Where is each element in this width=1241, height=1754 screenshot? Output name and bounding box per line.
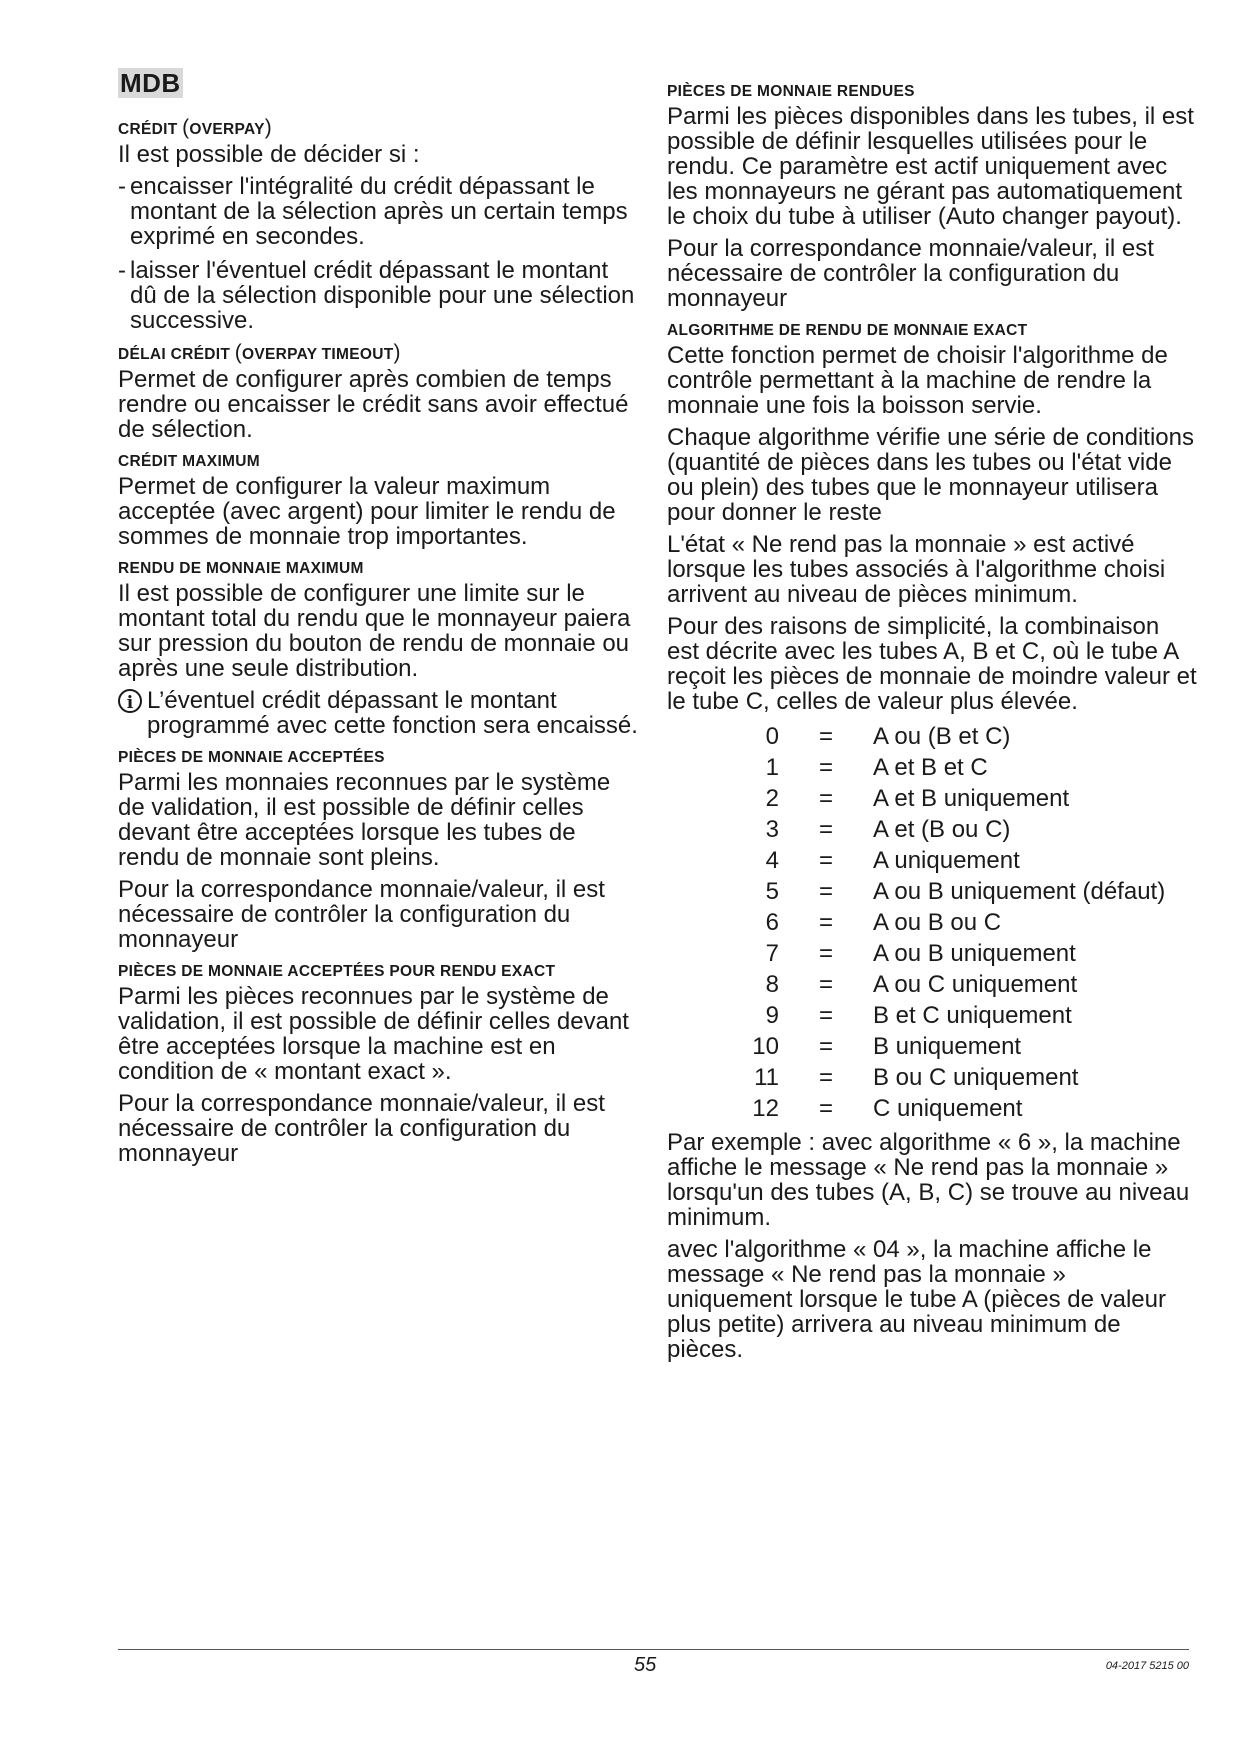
page-number: 55 [634, 1654, 657, 1676]
algorithm-row: 12 = C uniquement [752, 1095, 1023, 1122]
paragraph: L'état « Ne rend pas la monnaie » est activé lorsque les tubes associés à l'algorithme choisi arrivent au niveau de pièces minimum. [667, 531, 1166, 608]
paragraph: Pour la correspondance monnaie/valeur, il est nécessaire de contrôler la configuration du monnayeur [118, 876, 605, 953]
paragraph: Pour la correspondance monnaie/valeur, il est nécessaire de contrôler la configuration du monnayeur [118, 1090, 605, 1167]
paragraph: Pour la correspondance monnaie/valeur, il est nécessaire de contrôler la configuration du monnayeur [667, 235, 1154, 312]
document-reference: 04-2017 5215 00 [1105, 1660, 1189, 1672]
right-column [667, 72, 1197, 1369]
algorithm-row: 9 = B et C uniquement [765, 1002, 1072, 1029]
paragraph: Parmi les pièces reconnues par le système de validation, il est possible de définir celles devant être acceptées lorsque la machine est en condition de « montant exact ». [118, 983, 629, 1085]
heading-exact-change-coins: PIÈCES DE MONNAIE ACCEPTÉES POUR RENDU EXACT [118, 963, 556, 980]
paragraph: Parmi les pièces disponibles dans les tubes, il est possible de définir lesquelles utilisées pour le rendu. Ce paramètre est actif uniquement avec les monnayeurs ne gérant pas automatiquement le choix du tube à utiliser (Auto changer payout). [667, 103, 1194, 230]
algorithm-row: 7 = A ou B uniquement [765, 940, 1076, 967]
algorithm-row: 10 = B uniquement [752, 1033, 1022, 1060]
algorithm-row: 8 = A ou C uniquement [765, 971, 1078, 998]
paragraph: Il est possible de configurer une limite sur le montant total du rendu que le monnayeur paiera sur pression du bouton de rendu de monnaie ou après une seule distribution. [118, 580, 631, 682]
list-item: - laisser l'éventuel crédit dépassant le montant dû de la sélection disponible pour une sélection successive. [118, 257, 635, 334]
algorithm-row: 3 = A et (B ou C) [765, 816, 1011, 843]
list-item: - encaisser l'intégralité du crédit dépassant le montant de la sélection après un certain temps exprimé en secondes. [118, 173, 628, 250]
algorithm-list [667, 721, 1197, 1124]
paragraph: Parmi les monnaies reconnues par le système de validation, il est possible de définir celles devant être acceptées lorsque les tubes de rendu de monnaie sont pleins. [118, 769, 611, 871]
algorithm-row: 2 = A et B uniquement [765, 785, 1070, 812]
section-badge: MDB [120, 68, 181, 98]
info-note: i L’éventuel crédit dépassant le montant programmé avec cette fonction sera encaissé. [118, 688, 640, 738]
algorithm-row: 4 = A uniquement [765, 847, 1020, 874]
paragraph: Pour des raisons de simplicité, la combinaison est décrite avec les tubes A, B et C, où le tube A reçoit les pièces de monnaie de moindre valeur et le tube C, celles de valeur plus élevée. [667, 613, 1197, 715]
heading-exact-change-algorithm: ALGORITHME DE RENDU DE MONNAIE EXACT [667, 322, 1028, 339]
heading-overpay-timeout: DÉLAI CRÉDIT (OVERPAY TIMEOUT) [118, 341, 401, 364]
heading-credit: CRÉDIT (OVERPAY) [118, 116, 273, 139]
algorithm-row: 6 = A ou B ou C [765, 909, 1002, 936]
paragraph: Chaque algorithme vérifie une série de conditions (quantité de pièces dans les tubes ou l'état vide ou plein) des tubes que le monnayeur utilisera pour donner le reste [667, 424, 1194, 526]
algorithm-row: 0 = A ou (B et C) [765, 723, 1011, 750]
heading-returned-coins: PIÈCES DE MONNAIE RENDUES [667, 83, 915, 100]
credit-intro: Il est possible de décider si : [118, 141, 420, 168]
paragraph: Permet de configurer après combien de temps rendre ou encaisser le crédit sans avoir effectué de sélection. [118, 366, 629, 443]
paragraph: Permet de configurer la valeur maximum acceptée (avec argent) pour limiter le rendu de sommes de monnaie trop importantes. [118, 473, 616, 550]
algorithm-row: 11 = B ou C uniquement [754, 1064, 1079, 1091]
algorithm-row: 5 = A ou B uniquement (défaut) [765, 878, 1166, 905]
algorithm-row: 1 = A et B et C [765, 754, 988, 781]
heading-max-change: RENDU DE MONNAIE MAXIMUM [118, 560, 364, 577]
info-icon: i [118, 689, 142, 713]
footer-divider [118, 1649, 1189, 1650]
paragraph: Cette fonction permet de choisir l'algorithme de contrôle permettant à la machine de rendre la monnaie une fois la boisson servie. [667, 342, 1168, 419]
heading-accepted-coins: PIÈCES DE MONNAIE ACCEPTÉES [118, 749, 385, 766]
paragraph: Par exemple : avec algorithme « 6 », la machine affiche le message « Ne rend pas la monnaie » lorsqu'un des tubes (A, B, C) se trouve au niveau minimum. [667, 1129, 1190, 1231]
left-column [118, 108, 640, 1173]
heading-credit-maximum: CRÉDIT MAXIMUM [118, 453, 260, 470]
paragraph: avec l'algorithme « 04 », la machine affiche le message « Ne rend pas la monnaie » uniquement lorsque le tube A (pièces de valeur plus petite) arrivera au niveau minimum de pièces. [667, 1236, 1166, 1363]
